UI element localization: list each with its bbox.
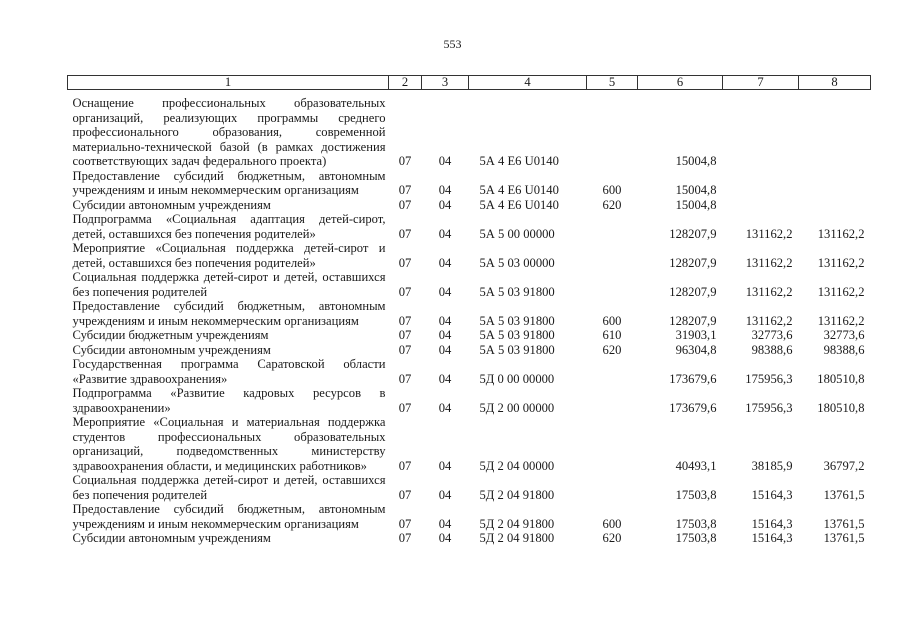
subsection-code: 04 <box>438 342 452 357</box>
amount-year-2: 15164,3 <box>751 531 793 545</box>
column-header-1: 1 <box>68 76 389 90</box>
expense-type-code <box>587 357 638 386</box>
target-article-code: 5Д 2 00 00000 <box>479 400 555 415</box>
row-name: Социальная поддержка детей-сирот и детей, оставшихся без попечения родителей <box>72 270 386 299</box>
row-name: Предоставление субсидий бюджетным, автономным учреждениям и иным некоммерческим организациям <box>72 502 386 531</box>
amount-year-3 <box>799 169 871 198</box>
row-name: Мероприятие «Социальная поддержка детей-сирот и детей, оставшихся без попечения родителей» <box>72 241 386 270</box>
amount-year-3: 131162,2 <box>817 284 865 299</box>
amount-year-1: 15004,8 <box>675 183 717 197</box>
target-article-code: 5А 4 Е6 U0140 <box>479 197 559 212</box>
amount-year-1: 128207,9 <box>669 255 717 270</box>
subsection-code: 04 <box>438 313 452 328</box>
column-header-6: 6 <box>638 76 723 90</box>
target-article-code: 5А 5 00 00000 <box>479 226 555 241</box>
expense-type-code <box>587 241 638 270</box>
amount-year-2: 38185,9 <box>751 458 793 473</box>
table-row <box>68 386 871 415</box>
target-article-code: 5А 5 03 91800 <box>479 342 555 357</box>
amount-year-1: 17503,8 <box>675 516 717 531</box>
amount-year-2 <box>723 169 799 198</box>
table-row <box>68 241 871 270</box>
section-code: 07 <box>398 226 412 241</box>
table-row <box>68 198 871 213</box>
target-article-code: 5Д 2 04 91800 <box>479 487 555 502</box>
amount-year-1: 40493,1 <box>675 458 717 473</box>
section-code: 07 <box>398 371 412 386</box>
amount-year-1: 17503,8 <box>675 531 717 545</box>
subsection-code: 04 <box>438 154 452 168</box>
amount-year-3 <box>799 90 871 169</box>
amount-year-3: 180510,8 <box>817 400 865 415</box>
table-row <box>68 473 871 502</box>
table-row <box>68 328 871 343</box>
amount-year-3: 131162,2 <box>817 313 865 328</box>
row-name: Предоставление субсидий бюджетным, автономным учреждениям и иным некоммерческим организациям <box>72 299 386 328</box>
amount-year-2: 98388,6 <box>751 342 793 357</box>
section-code: 07 <box>398 197 412 212</box>
amount-year-2: 175956,3 <box>745 371 793 386</box>
amount-year-2: 32773,6 <box>751 328 793 342</box>
header-row <box>68 76 871 90</box>
amount-year-1: 173679,6 <box>669 371 717 386</box>
column-header-8: 8 <box>799 76 871 90</box>
expense-type-code: 600 <box>602 313 622 328</box>
table-row <box>68 299 871 328</box>
table-row <box>68 169 871 198</box>
amount-year-2: 131162,2 <box>745 284 793 299</box>
amount-year-1: 128207,9 <box>669 226 717 241</box>
amount-year-2: 131162,2 <box>745 255 793 270</box>
amount-year-1: 96304,8 <box>675 342 717 357</box>
subsection-code: 04 <box>438 226 452 241</box>
subsection-code: 04 <box>438 371 452 386</box>
amount-year-1: 31903,1 <box>675 328 717 342</box>
target-article-code: 5Д 2 04 91800 <box>479 531 555 545</box>
amount-year-2: 15164,3 <box>751 516 793 531</box>
target-article-code: 5А 4 Е6 U0140 <box>479 154 559 168</box>
amount-year-1: 15004,8 <box>675 197 717 212</box>
amount-year-1: 128207,9 <box>669 284 717 299</box>
expense-type-code: 620 <box>602 342 622 357</box>
table-row <box>68 502 871 531</box>
column-header-4: 4 <box>469 76 587 90</box>
amount-year-3: 131162,2 <box>817 226 865 241</box>
row-name: Субсидии бюджетным учреждениям <box>72 328 269 342</box>
amount-year-3: 98388,6 <box>823 342 865 357</box>
row-name: Предоставление субсидий бюджетным, автономным учреждениям и иным некоммерческим организациям <box>72 168 386 197</box>
row-name: Оснащение профессиональных образовательных организаций, реализующих программы среднего профессионального образования, современной материально-технической базой (в рамках достижения соответствующих задач федерального проекта) <box>72 96 386 168</box>
subsection-code: 04 <box>438 183 452 197</box>
expense-type-code <box>587 270 638 299</box>
section-code: 07 <box>398 255 412 270</box>
section-code: 07 <box>398 531 412 545</box>
subsection-code: 04 <box>438 458 452 473</box>
column-header-7: 7 <box>723 76 799 90</box>
amount-year-3: 36797,2 <box>823 458 865 473</box>
row-name: Подпрограмма «Развитие кадровых ресурсов в здравоохранении» <box>72 386 386 415</box>
section-code: 07 <box>398 313 412 328</box>
expense-type-code: 600 <box>602 516 622 531</box>
amount-year-2 <box>723 90 799 169</box>
table-row <box>68 343 871 358</box>
target-article-code: 5А 5 03 00000 <box>479 255 555 270</box>
table-row <box>68 90 871 169</box>
amount-year-3: 13761,5 <box>823 516 865 531</box>
row-name: Социальная поддержка детей-сирот и детей, оставшихся без попечения родителей <box>72 473 386 502</box>
table-row <box>68 357 871 386</box>
expense-type-code <box>587 473 638 502</box>
page-number: 553 <box>443 37 462 51</box>
column-header-3: 3 <box>422 76 469 90</box>
column-header-2: 2 <box>389 76 422 90</box>
target-article-code: 5А 5 03 91800 <box>479 328 555 342</box>
amount-year-3: 131162,2 <box>817 255 865 270</box>
target-article-code: 5А 5 03 91800 <box>479 284 555 299</box>
table-row <box>68 212 871 241</box>
amount-year-1: 15004,8 <box>675 154 717 168</box>
amount-year-1: 128207,9 <box>669 313 717 328</box>
target-article-code: 5Д 2 04 91800 <box>479 516 555 531</box>
row-name: Подпрограмма «Социальная адаптация детей-сирот, детей, оставшихся без попечения родителей» <box>72 212 386 241</box>
row-name: Субсидии автономным учреждениям <box>72 342 271 357</box>
section-code: 07 <box>398 328 412 342</box>
section-code: 07 <box>398 183 412 197</box>
expense-type-code: 600 <box>602 183 622 197</box>
table-row <box>68 270 871 299</box>
amount-year-2: 175956,3 <box>745 400 793 415</box>
column-header-5: 5 <box>587 76 638 90</box>
section-code: 07 <box>398 342 412 357</box>
amount-year-3: 13761,5 <box>823 487 865 502</box>
section-code: 07 <box>398 400 412 415</box>
amount-year-2: 131162,2 <box>745 313 793 328</box>
row-name: Мероприятие «Социальная и материальная поддержка студентов профессиональных образовательных организаций, подведомственных министерству здравоохранения области, и медицинских работников» <box>72 415 386 473</box>
row-name: Субсидии автономным учреждениям <box>72 197 271 212</box>
expense-type-code <box>587 212 638 241</box>
section-code: 07 <box>398 154 412 168</box>
amount-year-1: 17503,8 <box>675 487 717 502</box>
amount-year-2: 15164,3 <box>751 487 793 502</box>
amount-year-3 <box>799 198 871 213</box>
expense-type-code <box>587 90 638 169</box>
target-article-code: 5Д 2 04 00000 <box>479 458 555 473</box>
expense-type-code: 620 <box>602 197 622 212</box>
expense-type-code <box>587 415 638 473</box>
subsection-code: 04 <box>438 255 452 270</box>
table-row <box>68 415 871 473</box>
subsection-code: 04 <box>438 328 452 342</box>
section-code: 07 <box>398 458 412 473</box>
amount-year-3: 180510,8 <box>817 371 865 386</box>
expense-type-code <box>587 386 638 415</box>
amount-year-2: 131162,2 <box>745 226 793 241</box>
expense-type-code: 610 <box>602 328 622 342</box>
row-name: Государственная программа Саратовской области «Развитие здравоохранения» <box>72 357 386 386</box>
target-article-code: 5А 5 03 91800 <box>479 313 555 328</box>
amount-year-3: 13761,5 <box>823 531 865 545</box>
subsection-code: 04 <box>438 197 452 212</box>
section-code: 07 <box>398 487 412 502</box>
subsection-code: 04 <box>438 531 452 545</box>
amount-year-3: 32773,6 <box>823 328 865 342</box>
target-article-code: 5Д 0 00 00000 <box>479 371 555 386</box>
subsection-code: 04 <box>438 284 452 299</box>
budget-table <box>67 75 871 546</box>
subsection-code: 04 <box>438 487 452 502</box>
section-code: 07 <box>398 516 412 531</box>
amount-year-1: 173679,6 <box>669 400 717 415</box>
expense-type-code: 620 <box>602 531 622 545</box>
subsection-code: 04 <box>438 516 452 531</box>
row-name: Субсидии автономным учреждениям <box>72 531 271 545</box>
subsection-code: 04 <box>438 400 452 415</box>
table-row <box>68 531 871 546</box>
target-article-code: 5А 4 Е6 U0140 <box>479 183 559 197</box>
amount-year-2 <box>723 198 799 213</box>
section-code: 07 <box>398 284 412 299</box>
